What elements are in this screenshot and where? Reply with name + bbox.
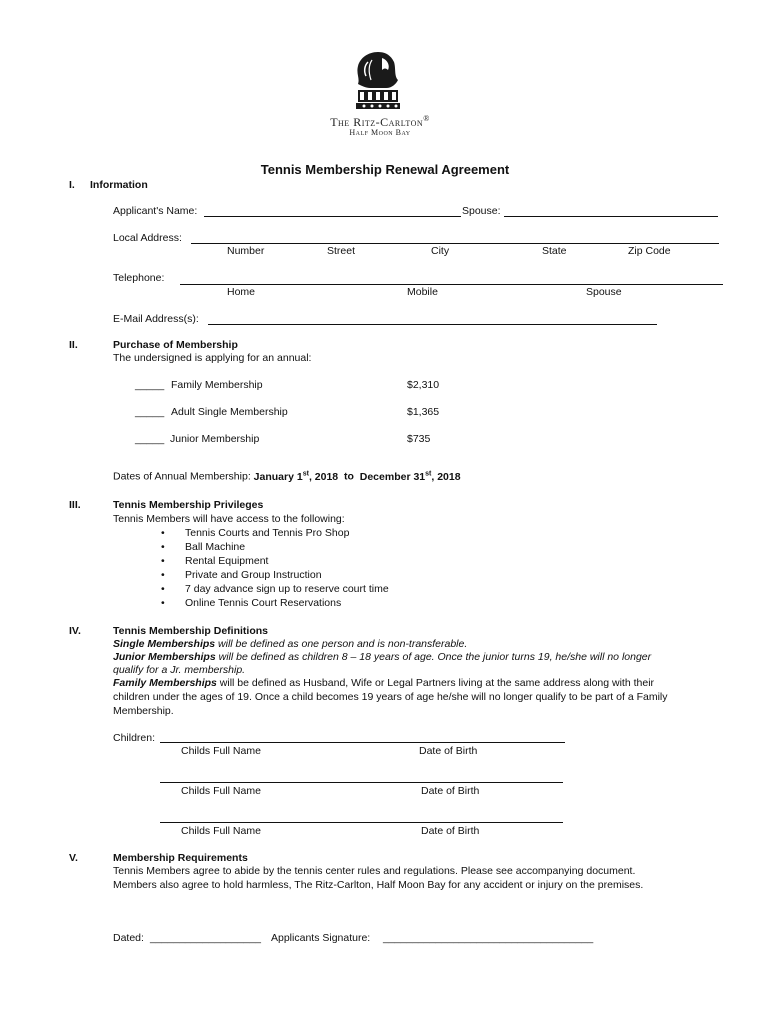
ritz-carlton-lion-crown-logo xyxy=(338,50,418,114)
junior-membership-checkbox[interactable]: _____ xyxy=(135,433,165,445)
dates-to: to xyxy=(343,470,354,483)
address-sub-zip: Zip Code xyxy=(628,245,671,257)
start-year: , 2018 xyxy=(308,470,339,483)
dated-field[interactable]: ___________________ xyxy=(150,932,261,944)
child-2-name-label: Childs Full Name xyxy=(181,785,261,797)
child-3-dob-label: Date of Birth xyxy=(421,825,480,837)
section-3-heading: Tennis Membership Privileges xyxy=(113,499,264,511)
start-date xyxy=(254,471,338,483)
start-sup: st xyxy=(302,470,309,477)
telephone-sub-mobile: Mobile xyxy=(407,286,438,298)
end-sup: st xyxy=(425,470,432,477)
privilege-item-3: Rental Equipment xyxy=(185,555,269,567)
child-1-dob-label: Date of Birth xyxy=(419,745,478,757)
section-1-number: I. xyxy=(69,179,75,191)
end-day: December 31 xyxy=(359,470,426,483)
adult-single-membership-price: $1,365 xyxy=(407,406,440,418)
local-address-label: Local Address: xyxy=(113,232,182,244)
family-membership-checkbox[interactable]: _____ xyxy=(135,379,165,391)
privileges-intro: Tennis Members will have access to the following: xyxy=(113,513,345,525)
family-membership-label: Family Membership xyxy=(171,379,263,391)
adult-single-membership-checkbox[interactable]: _____ xyxy=(135,406,165,418)
address-sub-number: Number xyxy=(227,245,265,257)
spouse-name-field[interactable] xyxy=(504,216,718,217)
section-5-number: V. xyxy=(69,852,78,864)
email-field[interactable] xyxy=(208,324,657,325)
purchase-intro: The undersigned is applying for an annual: xyxy=(113,352,312,364)
section-4-number: IV. xyxy=(69,625,81,637)
applicant-name-field[interactable] xyxy=(204,216,461,217)
signature-field[interactable]: ____________________________________ xyxy=(383,932,594,944)
child-1-name-label: Childs Full Name xyxy=(181,745,261,757)
email-label: E-Mail Address(s): xyxy=(113,313,199,325)
membership-dates xyxy=(113,470,461,483)
junior-def-1: will be defined as children 8 – 18 years of age. Once the junior turns 19, he/she will no longer xyxy=(215,651,652,663)
adult-single-membership-label: Adult Single Membership xyxy=(171,406,288,418)
end-year: , 2018 xyxy=(431,470,461,483)
section-1-heading: Information xyxy=(90,179,148,191)
privilege-bullet-3: • xyxy=(161,555,165,567)
registered-mark: ® xyxy=(423,114,430,123)
junior-def-2: qualify for a Jr. membership. xyxy=(113,664,246,676)
junior-membership-price: $735 xyxy=(407,433,431,445)
section-4-heading: Tennis Membership Definitions xyxy=(113,625,268,637)
section-2-heading: Purchase of Membership xyxy=(113,339,238,351)
single-definition xyxy=(113,638,467,650)
page-title: Tennis Membership Renewal Agreement xyxy=(260,162,510,177)
privilege-item-2: Ball Machine xyxy=(185,541,246,553)
child-3-name-label: Childs Full Name xyxy=(181,825,261,837)
privilege-bullet-4: • xyxy=(161,569,165,581)
requirements-line-2: Members also agree to hold harmless, The Ritz-Carlton, Half Moon Bay for any accident or injury on the premises. xyxy=(113,879,644,891)
family-def-3: Membership. xyxy=(113,705,174,717)
family-def-2: children under the ages of 19. Once a child becomes 19 years of age he/she will no longer qualify to be part of a Family xyxy=(113,691,668,703)
telephone-sub-spouse: Spouse xyxy=(586,286,622,298)
section-5-heading: Membership Requirements xyxy=(113,852,248,864)
children-label: Children: xyxy=(113,732,156,744)
applicant-name-label: Applicant's Name: xyxy=(113,205,198,217)
privilege-bullet-6: • xyxy=(161,597,165,609)
spouse-label: Spouse: xyxy=(462,205,501,217)
dated-label: Dated: xyxy=(113,932,144,944)
privilege-item-1: Tennis Courts and Tennis Pro Shop xyxy=(185,527,350,539)
junior-membership-label: Junior Membership xyxy=(170,433,260,445)
section-2-number: II. xyxy=(69,339,78,351)
telephone-sub-home: Home xyxy=(227,286,256,298)
family-def-1: will be defined as Husband, Wife or Legal Partners living at the same address along with their xyxy=(216,677,655,689)
privilege-bullet-1: • xyxy=(161,527,165,539)
brand-name-text: The Ritz-Carlton xyxy=(330,115,424,129)
privilege-item-4: Private and Group Instruction xyxy=(185,569,322,581)
dates-label: Dates of Annual Membership: xyxy=(113,470,251,483)
privilege-bullet-5: • xyxy=(161,583,165,595)
junior-definition xyxy=(113,651,651,663)
section-3-number: III. xyxy=(69,499,81,511)
child-2-field[interactable] xyxy=(160,782,563,783)
address-sub-city: City xyxy=(431,245,450,257)
family-definition xyxy=(113,677,654,689)
single-term: Single Memberships xyxy=(113,638,216,650)
child-1-field[interactable] xyxy=(160,742,565,743)
child-2-dob-label: Date of Birth xyxy=(421,785,480,797)
end-date xyxy=(360,471,461,483)
privilege-item-6: Online Tennis Court Reservations xyxy=(185,597,342,609)
single-def: will be defined as one person and is non-transferable. xyxy=(215,638,468,650)
family-term: Family Memberships xyxy=(113,677,217,689)
address-sub-street: Street xyxy=(327,245,356,257)
local-address-field[interactable] xyxy=(191,243,719,244)
start-day: January 1 xyxy=(253,470,303,483)
privilege-bullet-2: • xyxy=(161,541,165,553)
signature-label: Applicants Signature: xyxy=(271,932,371,944)
brand-location: Half Moon Bay xyxy=(349,128,411,137)
telephone-field[interactable] xyxy=(180,284,723,285)
family-membership-price: $2,310 xyxy=(407,379,440,391)
junior-term: Junior Memberships xyxy=(113,651,216,663)
requirements-line-1: Tennis Members agree to abide by the tennis center rules and regulations. Please see accompanying document. xyxy=(113,865,636,877)
telephone-label: Telephone: xyxy=(113,272,165,284)
address-sub-state: State xyxy=(542,245,567,257)
child-3-field[interactable] xyxy=(160,822,563,823)
privilege-item-5: 7 day advance sign up to reserve court time xyxy=(185,583,389,595)
